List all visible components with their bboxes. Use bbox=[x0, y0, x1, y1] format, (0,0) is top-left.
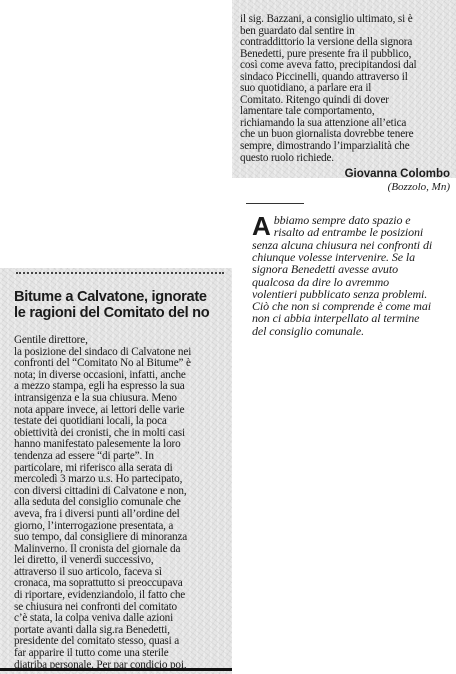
letter-line: aveva, fra i diversi punti all’ordine del bbox=[14, 507, 180, 520]
letter-column bbox=[14, 268, 224, 671]
letter-line: nota; in diverse occasioni, infatti, anche bbox=[14, 368, 186, 381]
reply-divider bbox=[246, 203, 304, 204]
letter-continuation bbox=[240, 14, 450, 164]
letter-line: lei diretto, il venerdì successivo, bbox=[14, 554, 154, 567]
letter-line: particolare, mi riferisco alla serata di bbox=[14, 461, 173, 474]
letter-line: alla seduta del consiglio comunale che bbox=[14, 496, 181, 509]
letter-signature: Giovanna Colombo bbox=[344, 168, 450, 181]
letter-line: di riportare, evidenziandolo, il fatto che bbox=[14, 589, 186, 602]
continuation-line: che un buon giornalista dovrebbe tenere bbox=[240, 128, 414, 141]
reply-line: non ci abbia interpellato al termine bbox=[252, 311, 420, 326]
letter-line: portate avanti dalla sig.ra Benedetti, bbox=[14, 623, 170, 636]
continuation-line: sempre, dimostrando l’imparzialità che bbox=[240, 140, 410, 153]
reply-line: risalto ad entrambe le posizioni bbox=[273, 225, 424, 240]
signature-location: (Bozzolo, Mn) bbox=[387, 181, 450, 194]
continuation-line: lamentare tale comportamento, bbox=[240, 105, 375, 118]
reply-line: Ciò che non si comprende è come mai bbox=[252, 299, 432, 314]
letter-line: se chiusura nei confronti del comitato bbox=[14, 600, 177, 613]
continuation-line: contraddittorio la versione della signora bbox=[240, 36, 413, 49]
letter-line: presidente del comitato stesso, quasi a bbox=[14, 635, 180, 648]
headline-line-1: Bitume a Calvatone, ignorate bbox=[14, 289, 207, 305]
letter-line: far apparire il tutto come una sterile bbox=[14, 647, 169, 660]
dotted-rule bbox=[16, 272, 224, 274]
letter-line: Malinverno. Il cronista del giornale da bbox=[14, 542, 181, 555]
letter-line: tendenza ad essere “di parte”. In bbox=[14, 449, 154, 462]
editor-reply bbox=[252, 211, 450, 338]
letter-line: diatriba personale. Per par condicio poi, bbox=[14, 658, 187, 671]
continuation-line: ben guardato dal sentire in bbox=[240, 24, 355, 37]
continuation-line: Benedetti, pure presente fra il pubblico, bbox=[240, 47, 412, 60]
continuation-line: richiamando la sua attenzione all’etica bbox=[240, 116, 407, 129]
letter-greeting: Gentile direttore, bbox=[14, 334, 88, 346]
letter-line: confronti del “Comitato No al Bitume” è bbox=[14, 357, 191, 370]
headline-line-2: le ragioni del Comitato del no bbox=[14, 305, 210, 321]
letter-line: attraverso il suo articolo, faceva sì bbox=[14, 565, 162, 578]
reply-line: volentieri pubblicato senza problemi. bbox=[252, 286, 428, 301]
continuation-column bbox=[240, 14, 450, 337]
reply-line: senza alcuna chiusura nei confronti di bbox=[252, 237, 433, 252]
bottom-rule bbox=[0, 668, 232, 671]
letter-line: c’è stata, la colpa veniva dalle azioni bbox=[14, 612, 174, 625]
reply-drop-cap: A bbox=[252, 211, 271, 242]
letter-line: a mezzo stampa, egli ha espresso la sua bbox=[14, 380, 185, 393]
reply-line: bbiamo sempre dato spazio e bbox=[273, 213, 411, 228]
continuation-line: Comitato. Ritengo quindi di dover bbox=[240, 93, 389, 106]
letter-line: testate dei quotidiani locali, la poca bbox=[14, 415, 167, 428]
letter-line: la posizione del sindaco di Calvatone nei bbox=[14, 345, 192, 358]
letter-body bbox=[14, 347, 224, 672]
letter-line: con diversi cittadini di Calvatone e non, bbox=[14, 484, 187, 497]
continuation-line: suo quotidiano, a parlare era il bbox=[240, 82, 372, 95]
reply-line: chiunque volesse intervenire. Se la bbox=[252, 250, 416, 264]
continuation-line: sindaco Piccinelli, quando attraverso il bbox=[240, 70, 408, 83]
letter-line: hanno manifestato palesemente la loro bbox=[14, 438, 181, 451]
letter-line: suo tempo, dal consigliere di minoranza bbox=[14, 531, 188, 544]
letter-line: mercoledì 3 marzo u.s. Ho partecipato, bbox=[14, 473, 183, 486]
reply-line: qualcosa da dire lo avremmo bbox=[252, 274, 390, 289]
letter-line: obiettività dei cronisti, che in molti casi bbox=[14, 426, 185, 439]
continuation-line: così come aveva fatto, precipitandosi dal bbox=[240, 59, 417, 72]
letter-line: cronaca, ma soprattutto si preoccupava bbox=[14, 577, 183, 590]
headline bbox=[14, 289, 224, 321]
letter-line: intransigenza e la sua chiusura. Meno bbox=[14, 391, 177, 404]
continuation-line: questo ruolo richiede. bbox=[240, 151, 334, 164]
letter-line: nota appare invece, ai lettori delle varie bbox=[14, 403, 185, 416]
letter-line: giorno, l’interrogazione presentata, a bbox=[14, 519, 174, 532]
reply-line: del consiglio comunale. bbox=[252, 323, 365, 338]
continuation-line: il sig. Bazzani, a consiglio ultimato, si è bbox=[240, 13, 413, 25]
reply-line: signora Benedetti avesse avuto bbox=[252, 262, 398, 277]
